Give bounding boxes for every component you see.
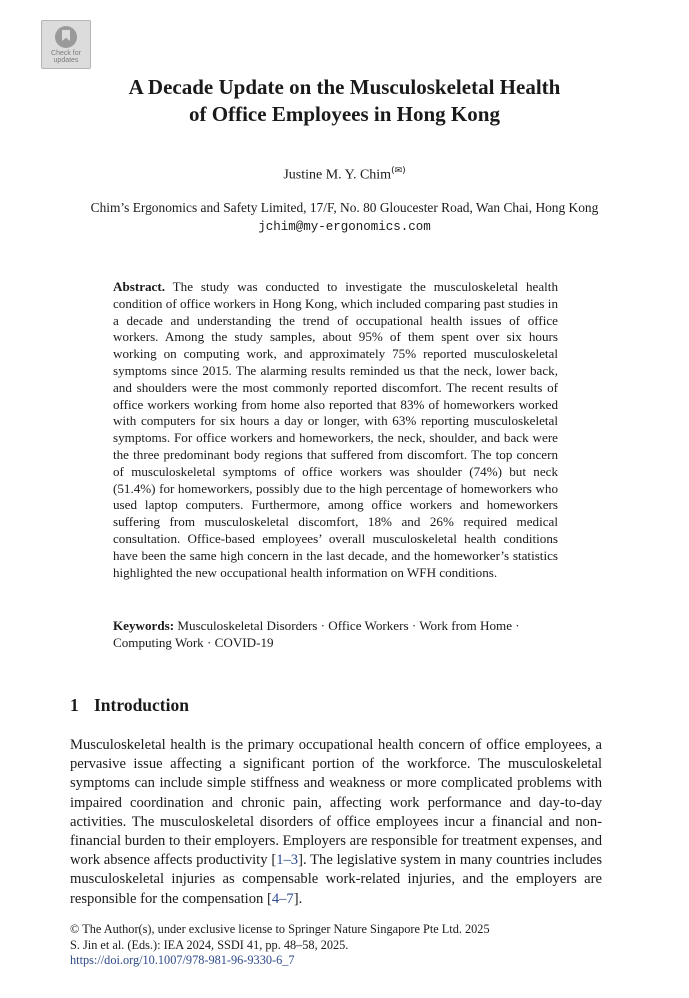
bookmark-icon bbox=[55, 26, 77, 48]
citation-link[interactable]: 4–7 bbox=[271, 890, 294, 907]
author-name: Justine M. Y. Chim bbox=[283, 167, 392, 183]
check-for-updates-badge[interactable] bbox=[41, 20, 91, 69]
keywords-label: Keywords: bbox=[113, 618, 175, 633]
title-line-1: A Decade Update on the Musculoskeletal Health bbox=[128, 75, 561, 99]
badge-line-2: updates bbox=[53, 57, 79, 64]
title-line-2: of Office Employees in Hong Kong bbox=[189, 102, 500, 126]
doi-link[interactable]: https://doi.org/10.1007/978-981-96-9330-6_7 bbox=[70, 953, 295, 967]
author bbox=[0, 166, 689, 184]
paper-title bbox=[0, 74, 689, 128]
section-title: Introduction bbox=[94, 695, 189, 715]
keywords bbox=[113, 617, 558, 651]
citation-link[interactable]: 1–3 bbox=[276, 852, 299, 869]
keywords-text: Musculoskeletal Disorders · Office Workers · Work from Home · Computing Work · COVID-19 bbox=[113, 618, 520, 650]
envelope-icon[interactable]: (✉) bbox=[391, 166, 406, 176]
intro-text-1: Musculoskeletal health is the primary occupational health concern of office employees, a pervasive issue affecting a significant portion of the workforce. The musculoskeletal symptoms can include simple stiffness and weakness or more complicated problems with impaired coordination and chronic pain, affecting work performance and day-to-day activities. The musculoskeletal disorders of office employees incur a financial and non-financial burden to their employers. Employers are responsible for treatment expenses, and work absence affects productivity [ bbox=[70, 737, 602, 869]
footnote bbox=[70, 922, 490, 969]
intro-text-2: ]. The legislative system in many countries includes musculoskeletal injuries as compensable work-related injuries, and the employers are responsible for the compensation [ bbox=[70, 852, 602, 907]
badge-label bbox=[51, 50, 81, 64]
citation-line: S. Jin et al. (Eds.): IEA 2024, SSDI 41, pp. 48–58, 2025. bbox=[70, 937, 349, 952]
introduction-paragraph bbox=[70, 736, 602, 909]
abstract bbox=[113, 279, 558, 581]
affiliation bbox=[0, 199, 689, 236]
copyright-line: © The Author(s), under exclusive license to Springer Nature Singapore Pte Ltd. 2025 bbox=[70, 922, 490, 936]
abstract-label: Abstract. bbox=[113, 279, 165, 294]
section-number: 1 bbox=[70, 695, 79, 715]
intro-text-3: ]. bbox=[293, 890, 303, 907]
badge-line-1: Check for bbox=[51, 50, 81, 57]
affiliation-address: Chim’s Ergonomics and Safety Limited, 17/F, No. 80 Gloucester Road, Wan Chai, Hong Kong bbox=[90, 200, 599, 215]
abstract-text: The study was conducted to investigate the musculoskeletal health condition of office workers in Hong Kong, which included comparing past studies in a decade and understanding the trend of occupational health issues of office workers. Among the study samples, about 95% of them spent over six hours working on computing work, and approximately 75% reported musculoskeletal symptoms since 2015. The alarming results reminded us that the neck, lower back, and shoulders were the most commonly reported discomfort. The recent results of office workers working from home also reported that 83% of homeworkers worked with computers for six hours a day or longer, with 63% reporting musculoskeletal symptoms. For office workers and homeworkers, the neck, shoulder, and back were the three predominant body regions that suffered from discomfort. The top concern of musculoskeletal symptoms of office workers was shoulder (74%) but neck (51.4%) for homeworkers, possibly due to the high percentage of homeworkers who used laptop computers. Furthermore, among office workers and homeworkers suffering from musculoskeletal discomfort, 18% and 26% required medical consultation. Office-based employees’ overall musculoskeletal health conditions have been the same high concern in the last decade, and the homeworker’s statistics highlighted the new occupational health information on WFH conditions. bbox=[113, 279, 558, 580]
author-email[interactable]: jchim@my-ergonomics.com bbox=[258, 220, 431, 234]
section-heading bbox=[70, 695, 189, 716]
